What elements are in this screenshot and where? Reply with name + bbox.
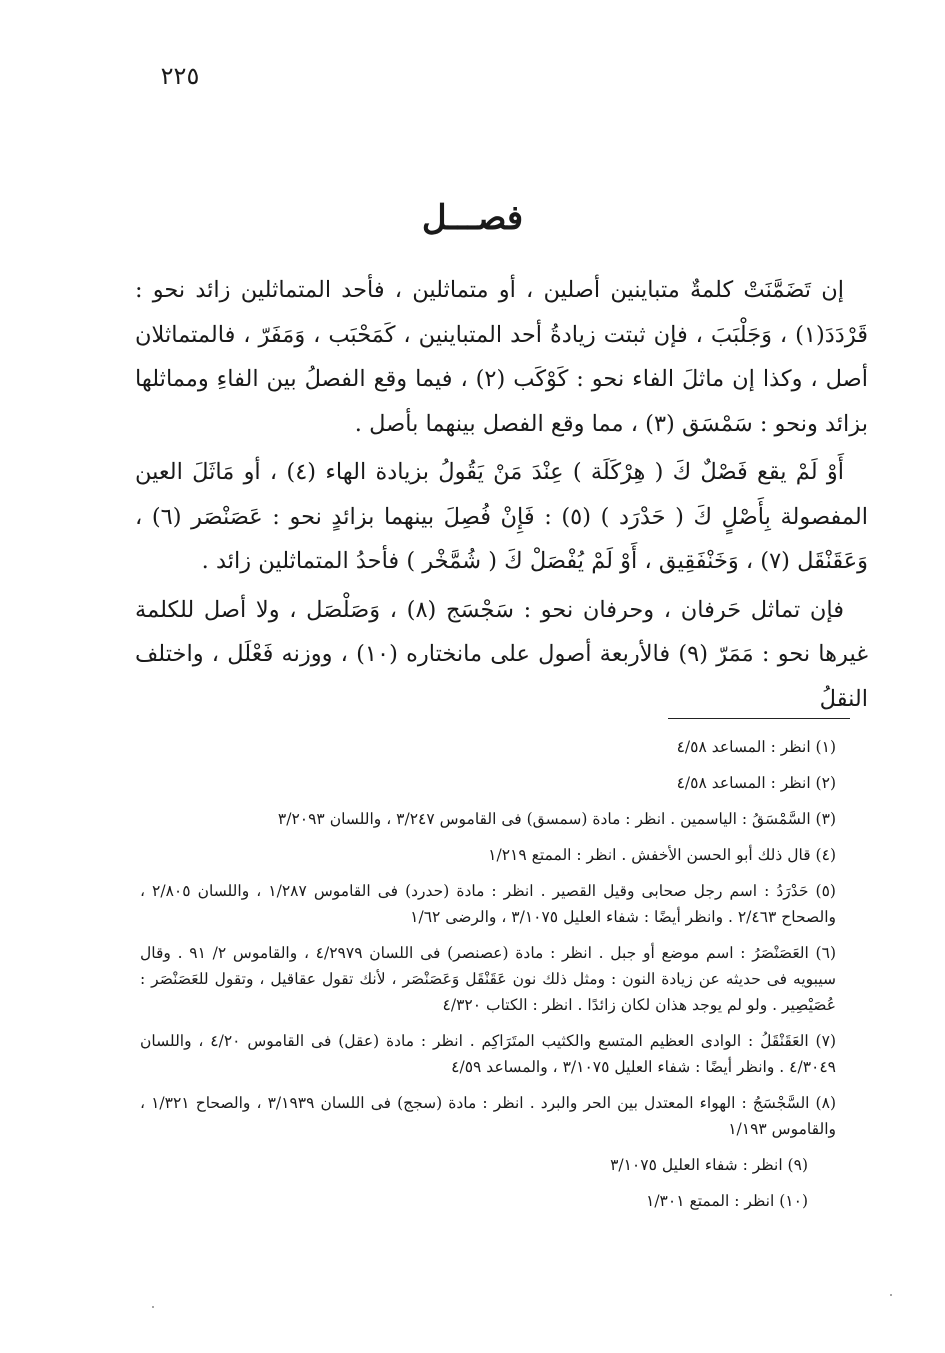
scan-speck [890,1294,892,1296]
footnote: (١٠) انظر : الممتع ١/٣٠١ [646,1192,808,1210]
scan-speck [152,1306,154,1308]
footnote: (٤) قال ذلك أبو الحسن الأخفش . انظر : الممتع ١/٢١٩ [488,846,836,864]
footnote: (١) انظر : المساعد ٤/٥٨ [676,738,836,756]
paragraph: أَوْ لَمْ يقع فَصْلٌ كَ ( هِرْكَلَة ) عِنْدَ مَنْ يَقُولُ بزيادة الهاء (٤) ، أو مَاثَلَ العين المفصولة بِأَصْلٍ كَ ( حَدْرَد ) (٥) : فَإِنْ فُصِلَ بينهما بزائدٍ نحو : عَصَنْصَر (٦) ، وَعَقَنْقَل (٧) ، وَخَنْفَقِيق ، أَوْ لَمْ يُفْصَلْ كَ ( شُمَّخْر ) فأحدُ المتماثلين زائد . [135,459,868,574]
footnote: (٦) العَصَنْصَرُ : اسم موضع أو جبل . انظر : مادة (عصنصر) فى اللسان ٤/٢٩٧٩ ، والقاموس ٢/ ٩١ . وقال سيبويه فى حديثه عن زيادة النون : ومثل ذلك نون عَقَنْقَل وَعَصَنْصَر ، لأنك تقول عقاقيل ، وتقول للعَصَنْصَر : عُصَيْصِير . ولو لم يوجد هذان لكان زائدًا . انظر : الكتاب ٤/٣٢٠ [140,944,836,1014]
paragraph: إن تَضَمَّنَتْ كلمةٌ متباينين أصلين ، أو متماثلين ، فأحد المتماثلين زائد نحو : قَرْدَدَ(١) ، وَجَلْبَبَ ، فإن ثبتت زيادةُ أحد المتباينين ، كَمَحْبَب ، وَمَفَرّ ، فالمتماثلان أصل ، وكذا إن ماثلَ الفاء نحو : كَوْكَب (٢) ، فيما وقع الفصلُ بين الفاءِ ومماثلها بزائد ونحو : سَمْسَق (٣) ، مما وقع الفصل بينهما بأصل . [135,277,868,437]
footnote: (٨) السَّجْسَجُ : الهواء المعتدل بين الحر والبرد . انظر : مادة (سجج) فى اللسان ٣/١٩٣٩ ، والصحاح ١/٣٢١ ، والقاموس ١/١٩٣ [140,1094,836,1138]
main-text [135,268,868,725]
footnote: (٩) انظر : شفاء العليل ٣/١٠٧٥ [610,1156,808,1174]
section-heading: فصـــل [421,198,524,238]
paragraph: فإن تماثل حَرفان ، وحرفان نحو : سَجْسَج (٨) ، وَصَلْصَل ، ولا أصل للكلمة غيرها نحو : مَمَرّ (٩) فالأربعة أصول على مانختاره (١٠) ، ووزنه فَعْلَل ، واختلف النقلُ [135,596,868,712]
page-number: ٢٢٥ [160,62,200,90]
footnote: (٣) السَّمْسَقُ : الياسمين . انظر : مادة (سمسق) فى القاموس ٣/٢٤٧ ، واللسان ٣/٢٠٩٣ [277,810,836,828]
footnote-divider [668,718,850,719]
footnote: (٢) انظر : المساعد ٤/٥٨ [676,774,836,792]
footnotes [140,734,868,1224]
footnote: (٥) حَدْرَدُ : اسم رجل صحابى وقيل القصير . انظر : مادة (حدرد) فى القاموس ١/٢٨٧ ، واللسان ٢/٨٠٥ ، والصحاح ٢/٤٦٣ . وانظر أيضًا : شفاء العليل ٣/١٠٧٥ ، والرضى ١/٦٢ [140,882,836,926]
footnote: (٧) العَقَنْقَلُ : الوادى العظيم المتسع والكثيب المتَرَاكِم . انظر : مادة (عقل) فى القاموس ٤/٢٠ ، واللسان ٤/٣٠٤٩ . وانظر أيضًا : شفاء العليل ٣/١٠٧٥ ، والمساعد ٤/٥٩ [140,1032,836,1076]
